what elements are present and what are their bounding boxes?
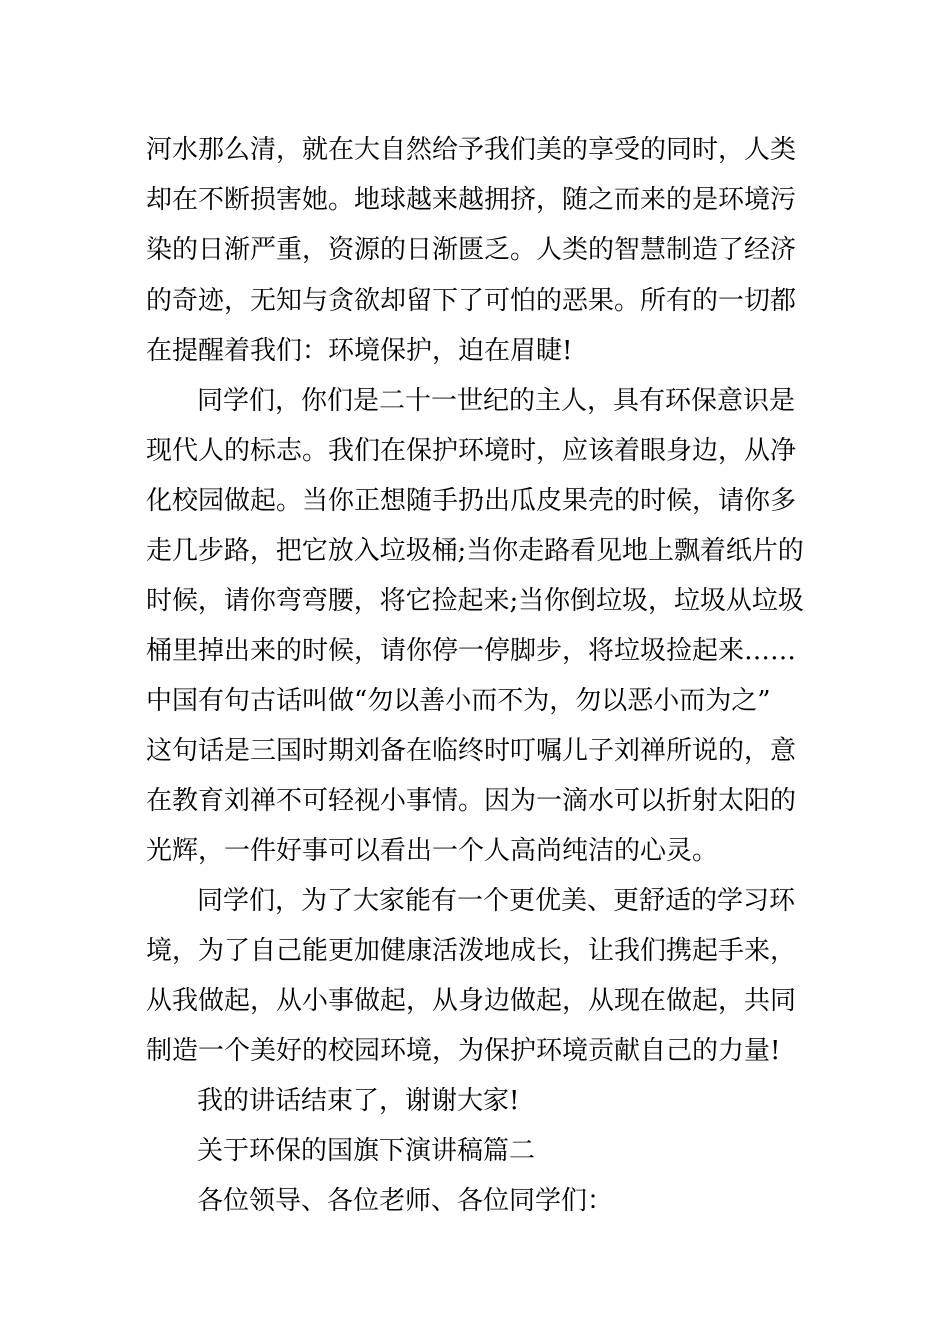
- text-line: 从我做起，从小事做起，从身边做起，从现在做起，共同: [146, 986, 797, 1016]
- salutation: 各位领导、各位老师、各位同学们：: [197, 1186, 614, 1216]
- text-line: 境，为了自己能更加健康活泼地成长，让我们携起手来，: [146, 936, 797, 966]
- text-line: 这句话是三国时期刘备在临终时叮嘱儿子刘禅所说的，意: [146, 736, 797, 766]
- text-line: 化校园做起。当你正想随手扔出瓜皮果壳的时候，请你多: [146, 486, 797, 516]
- text-line: 在教育刘禅不可轻视小事情。因为一滴水可以折射太阳的: [146, 786, 797, 816]
- text-line: 河水那么清，就在大自然给予我们美的享受的同时，人类: [146, 135, 797, 165]
- text-line: 光辉，一件好事可以看出一个人高尚纯洁的心灵。: [146, 836, 719, 866]
- text-line: 却在不断损害她。地球越来越拥挤，随之而来的是环境污: [146, 185, 797, 215]
- section-heading: 关于环保的国旗下演讲稿篇二: [197, 1136, 536, 1166]
- text-line: 中国有句古话叫做“勿以善小而不为，勿以恶小而为之”: [146, 686, 771, 716]
- text-line: 同学们，你们是二十一世纪的主人，具有环保意识是: [197, 386, 796, 416]
- text-line: 的奇迹，无知与贪欲却留下了可怕的恶果。所有的一切都: [146, 286, 797, 316]
- text-line: 染的日渐严重，资源的日渐匮乏。人类的智慧制造了经济: [146, 235, 797, 265]
- text-line: 制造一个美好的校园环境，为保护环境贡献自己的力量!: [146, 1036, 781, 1066]
- text-line: 桶里掉出来的时候，请你停一停脚步，将垃圾捡起来……: [146, 636, 797, 666]
- text-line: 时候，请你弯弯腰，将它捡起来;当你倒垃圾，垃圾从垃圾: [146, 586, 804, 616]
- text-line: 我的讲话结束了，谢谢大家!: [197, 1086, 520, 1116]
- text-line: 同学们，为了大家能有一个更优美、更舒适的学习环: [197, 886, 796, 916]
- text-line: 走几步路，把它放入垃圾桶;当你走路看见地上飘着纸片的: [146, 536, 804, 566]
- text-line: 在提醒着我们：环境保护，迫在眉睫!: [146, 336, 573, 366]
- text-line: 现代人的标志。我们在保护环境时，应该着眼身边，从净: [146, 436, 797, 466]
